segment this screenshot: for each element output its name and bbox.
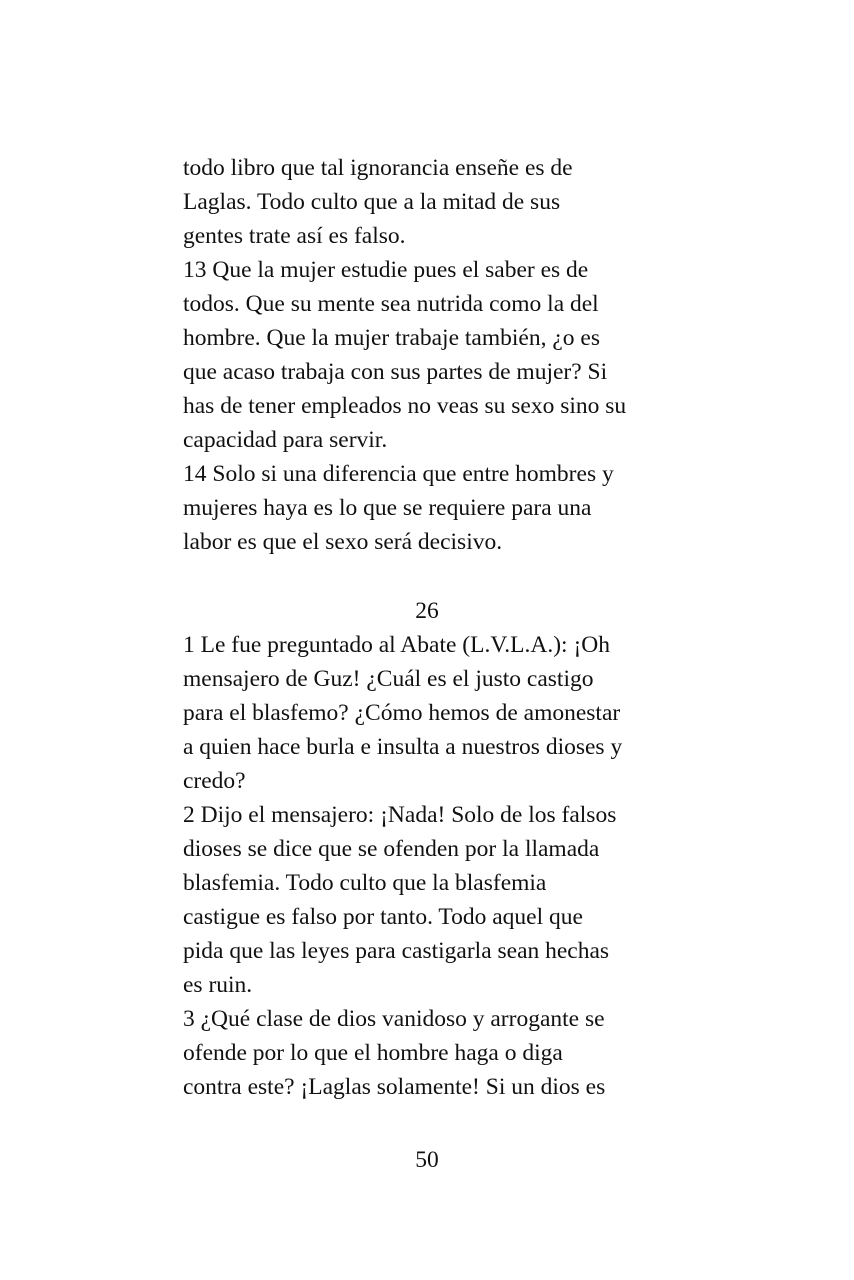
text-line: labor es que el sexo será decisivo.: [183, 529, 503, 555]
text-line: blasfemia. Todo culto que la blasfemia: [183, 870, 547, 896]
text-line: dioses se dice que se ofenden por la llamada: [183, 836, 600, 862]
text-line: a quien hace burla e insulta a nuestros dioses y: [183, 734, 623, 760]
text-line: Laglas. Todo culto que a la mitad de sus: [183, 189, 561, 215]
chapter-number: 26: [415, 598, 439, 624]
text-line: es ruin.: [183, 972, 253, 998]
verse-2-line: 2 Dijo el mensajero: ¡Nada! Solo de los falsos: [183, 802, 617, 828]
text-line: mensajero de Guz! ¿Cuál es el justo castigo: [183, 666, 594, 692]
text-line: contra este? ¡Laglas solamente! Si un dios es: [183, 1074, 606, 1100]
text-line: todo libro que tal ignorancia enseñe es de: [183, 155, 573, 181]
text-line: credo?: [183, 768, 246, 794]
text-line: para el blasfemo? ¿Cómo hemos de amonestar: [183, 700, 621, 726]
verse-1-line: 1 Le fue preguntado al Abate (L.V.L.A.): ¡Oh: [183, 632, 611, 658]
text-line: capacidad para servir.: [183, 427, 388, 453]
text-line: pida que las leyes para castigarla sean hechas: [183, 938, 610, 964]
text-line: mujeres haya es lo que se requiere para una: [183, 495, 592, 521]
verse-3-line: 3 ¿Qué clase de dios vanidoso y arrogante se: [183, 1006, 605, 1032]
text-line: que acaso trabaja con sus partes de mujer? Si: [183, 359, 608, 385]
page-number: 50: [415, 1147, 439, 1173]
text-line: castigue es falso por tanto. Todo aquel que: [183, 904, 583, 930]
text-line: has de tener empleados no veas su sexo sino su: [183, 393, 627, 419]
text-line: gentes trate así es falso.: [183, 223, 406, 249]
verse-13-line: 13 Que la mujer estudie pues el saber es de: [183, 257, 589, 283]
text-line: todos. Que su mente sea nutrida como la del: [183, 291, 599, 317]
verse-14-line: 14 Solo si una diferencia que entre hombres y: [183, 461, 614, 487]
text-line: ofende por lo que el hombre haga o diga: [183, 1040, 563, 1066]
text-line: hombre. Que la mujer trabaje también, ¿o es: [183, 325, 600, 351]
top-passage: [183, 151, 683, 559]
bottom-passage: [183, 628, 683, 1104]
